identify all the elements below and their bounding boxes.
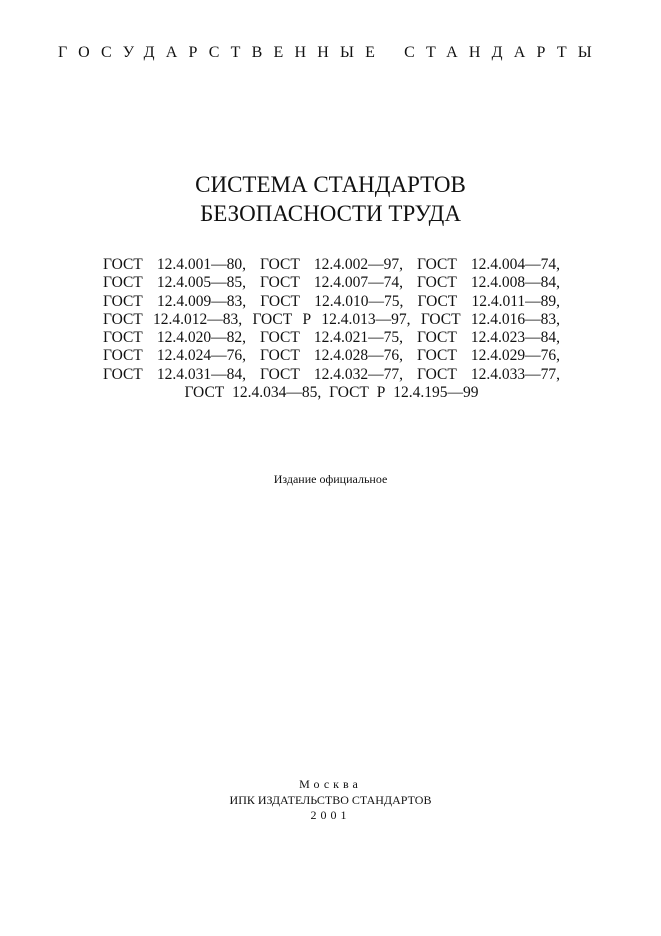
edition-note: Издание официальное <box>273 472 388 486</box>
title-line: БЕЗОПАСНОСТИ ТРУДА <box>200 201 461 226</box>
standards-list <box>103 256 560 402</box>
series-header <box>0 44 661 62</box>
publisher-block <box>0 777 661 824</box>
standards-line: ГОСТ 12.4.034—85, ГОСТ Р 12.4.195—99 <box>184 384 479 402</box>
publisher-name: ИПК ИЗДАТЕЛЬСТВО СТАНДАРТОВ <box>229 792 432 807</box>
standards-line: ГОСТ 12.4.024—76, ГОСТ 12.4.028—76, ГОСТ 12.4.029—76, <box>103 347 560 365</box>
standards-line: ГОСТ 12.4.020—82, ГОСТ 12.4.021—75, ГОСТ 12.4.023—84, <box>103 329 560 347</box>
publication-year: 2001 <box>310 808 351 822</box>
standards-line: ГОСТ 12.4.001—80, ГОСТ 12.4.002—97, ГОСТ 12.4.004—74, <box>103 256 560 273</box>
standards-line: ГОСТ 12.4.005—85, ГОСТ 12.4.007—74, ГОСТ 12.4.008—84, <box>103 274 560 292</box>
series-header-word: СТАНДАРТЫ <box>404 44 603 61</box>
document-title <box>0 170 661 228</box>
publisher-city: Москва <box>299 777 362 791</box>
standards-line: ГОСТ 12.4.031—84, ГОСТ 12.4.032—77, ГОСТ 12.4.033—77, <box>103 365 560 383</box>
title-line: СИСТЕМА СТАНДАРТОВ <box>195 172 466 197</box>
standards-line: ГОСТ 12.4.009—83, ГОСТ 12.4.010—75, ГОСТ 12.4.011—89, <box>103 292 560 310</box>
series-header-word: ГОСУДАРСТВЕННЫЕ <box>58 44 387 61</box>
standards-line: ГОСТ 12.4.012—83, ГОСТ Р 12.4.013—97, ГОСТ 12.4.016—83, <box>103 310 560 328</box>
